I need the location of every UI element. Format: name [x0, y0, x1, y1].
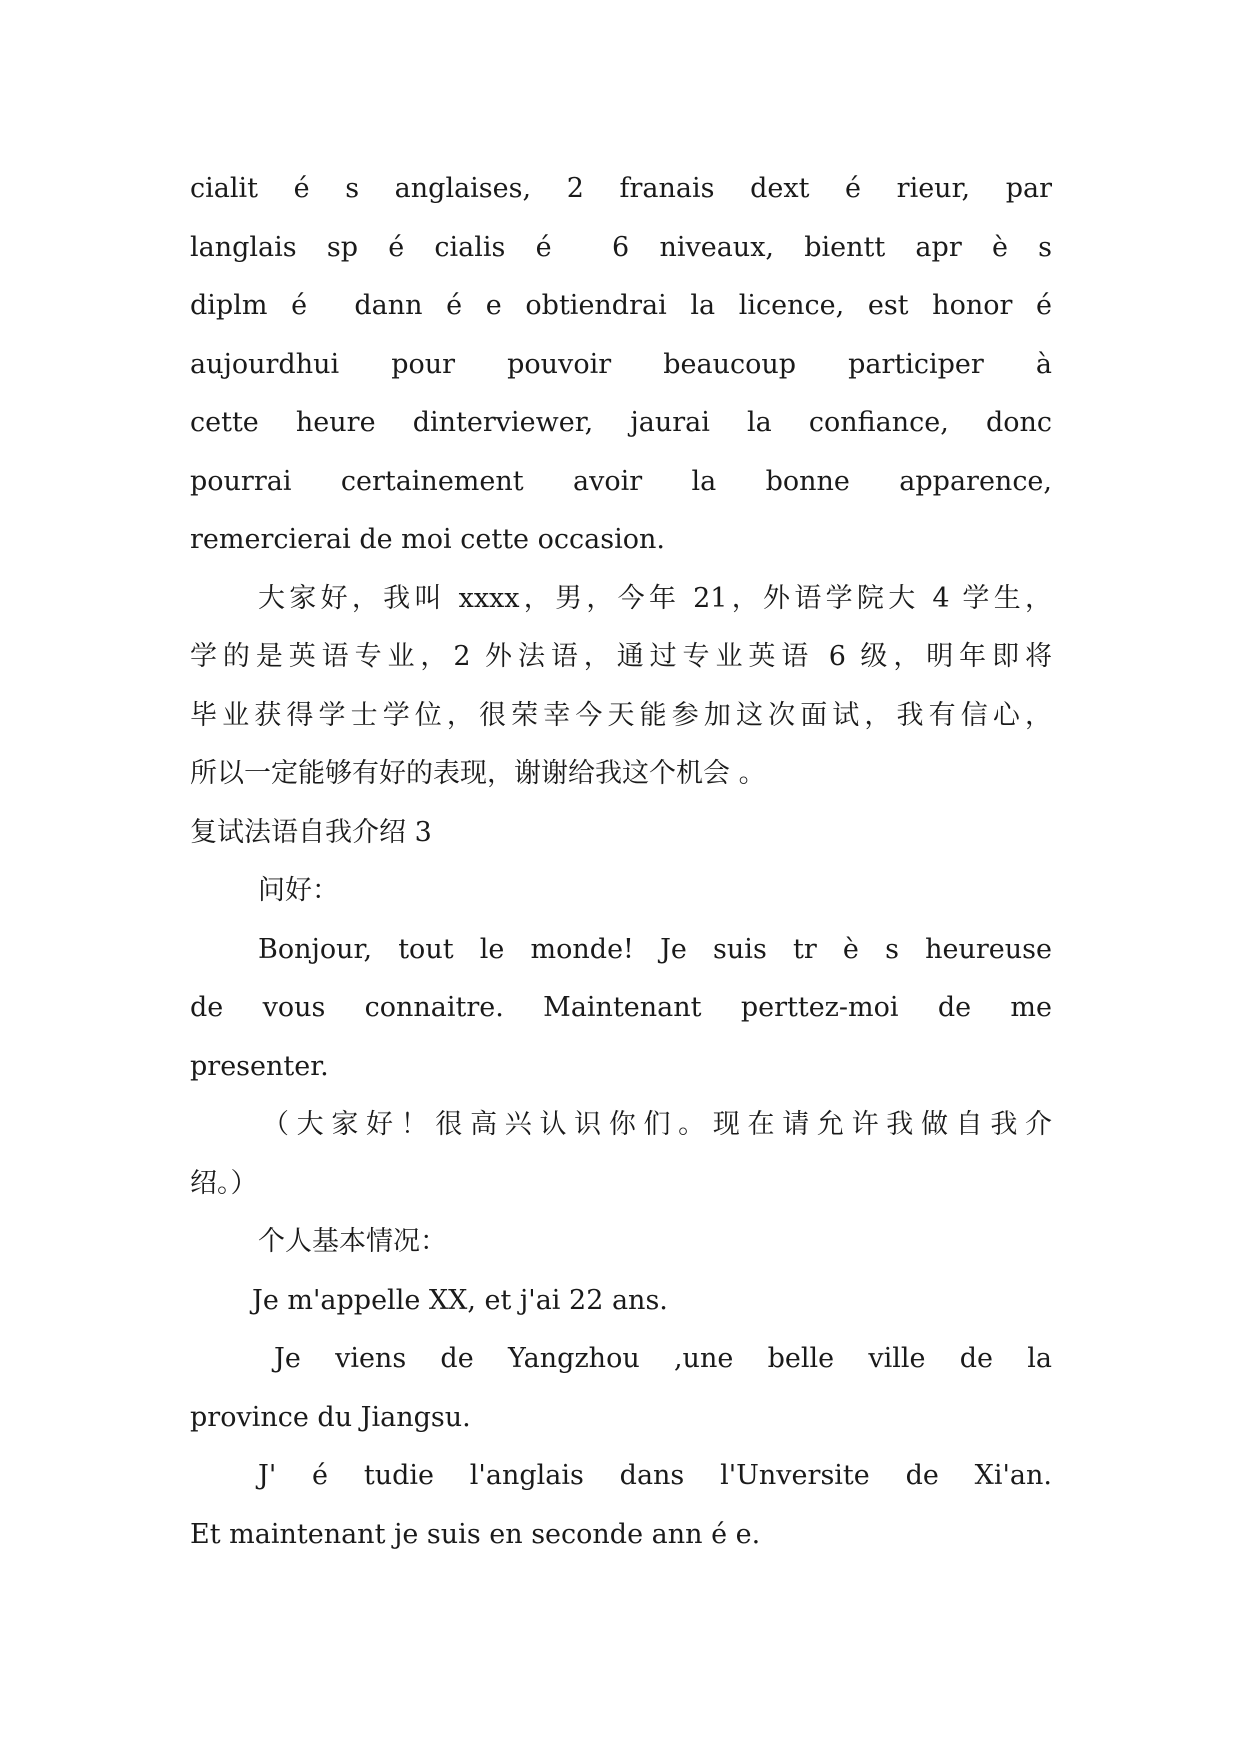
text-line: cette heure dinterviewer, jaurai la confiance, donc: [190, 407, 1052, 438]
text-line: presenter.: [190, 1050, 329, 1082]
text-line: Je m'appelle XX, et j'ai 22 ans.: [252, 1284, 668, 1316]
text-line: 大家好，我叫 xxxx，男，今年 21，外语学院大 4 学生，: [258, 582, 1052, 614]
text-line: Et maintenant je suis en seconde ann é e.: [190, 1518, 761, 1550]
text-line: Bonjour, tout le monde! Je suis tr è s heureuse: [258, 933, 1052, 965]
text-line: cialit é s anglaises, 2 franais dext é rieur, par: [190, 173, 1052, 204]
section-heading: 复试法语自我介绍 3: [190, 816, 432, 848]
text-line: remercierai de moi cette occasion.: [190, 524, 665, 555]
text-line: 绍。）: [190, 1167, 258, 1199]
document-body: [190, 160, 1052, 1564]
text-line: （大家好！很高兴认识你们。现在请允许我做自我介: [262, 1109, 1052, 1140]
text-line: Je viens de Yangzhou ,une belle ville de la: [274, 1343, 1052, 1374]
text-line: aujourdhui pour pouvoir beaucoup participer à: [190, 348, 1052, 380]
text-line: langlais sp é cialis é 6 niveaux, bientt apr è s: [190, 231, 1052, 263]
text-line: diplm é dann é e obtiendrai la licence, est honor é: [190, 290, 1052, 321]
text-line: pourrai certainement avoir la bonne apparence,: [190, 465, 1052, 497]
text-line: 所以一定能够有好的表现，谢谢给我这个机会 。: [190, 758, 766, 789]
text-line: J' é tudie l'anglais dans l'Unversite de Xi'an.: [258, 1460, 1052, 1491]
text-line: 毕业获得学士学位，很荣幸今天能参加这次面试，我有信心，: [190, 699, 1052, 731]
text-line: 问好：: [258, 875, 339, 906]
text-line: province du Jiangsu.: [190, 1401, 471, 1433]
text-line: 学的是英语专业，2 外法语，通过专业英语 6 级，明年即将: [190, 641, 1052, 672]
text-line: 个人基本情况：: [258, 1226, 447, 1257]
text-line: de vous connaitre. Maintenant perttez-moi de me: [190, 992, 1052, 1023]
